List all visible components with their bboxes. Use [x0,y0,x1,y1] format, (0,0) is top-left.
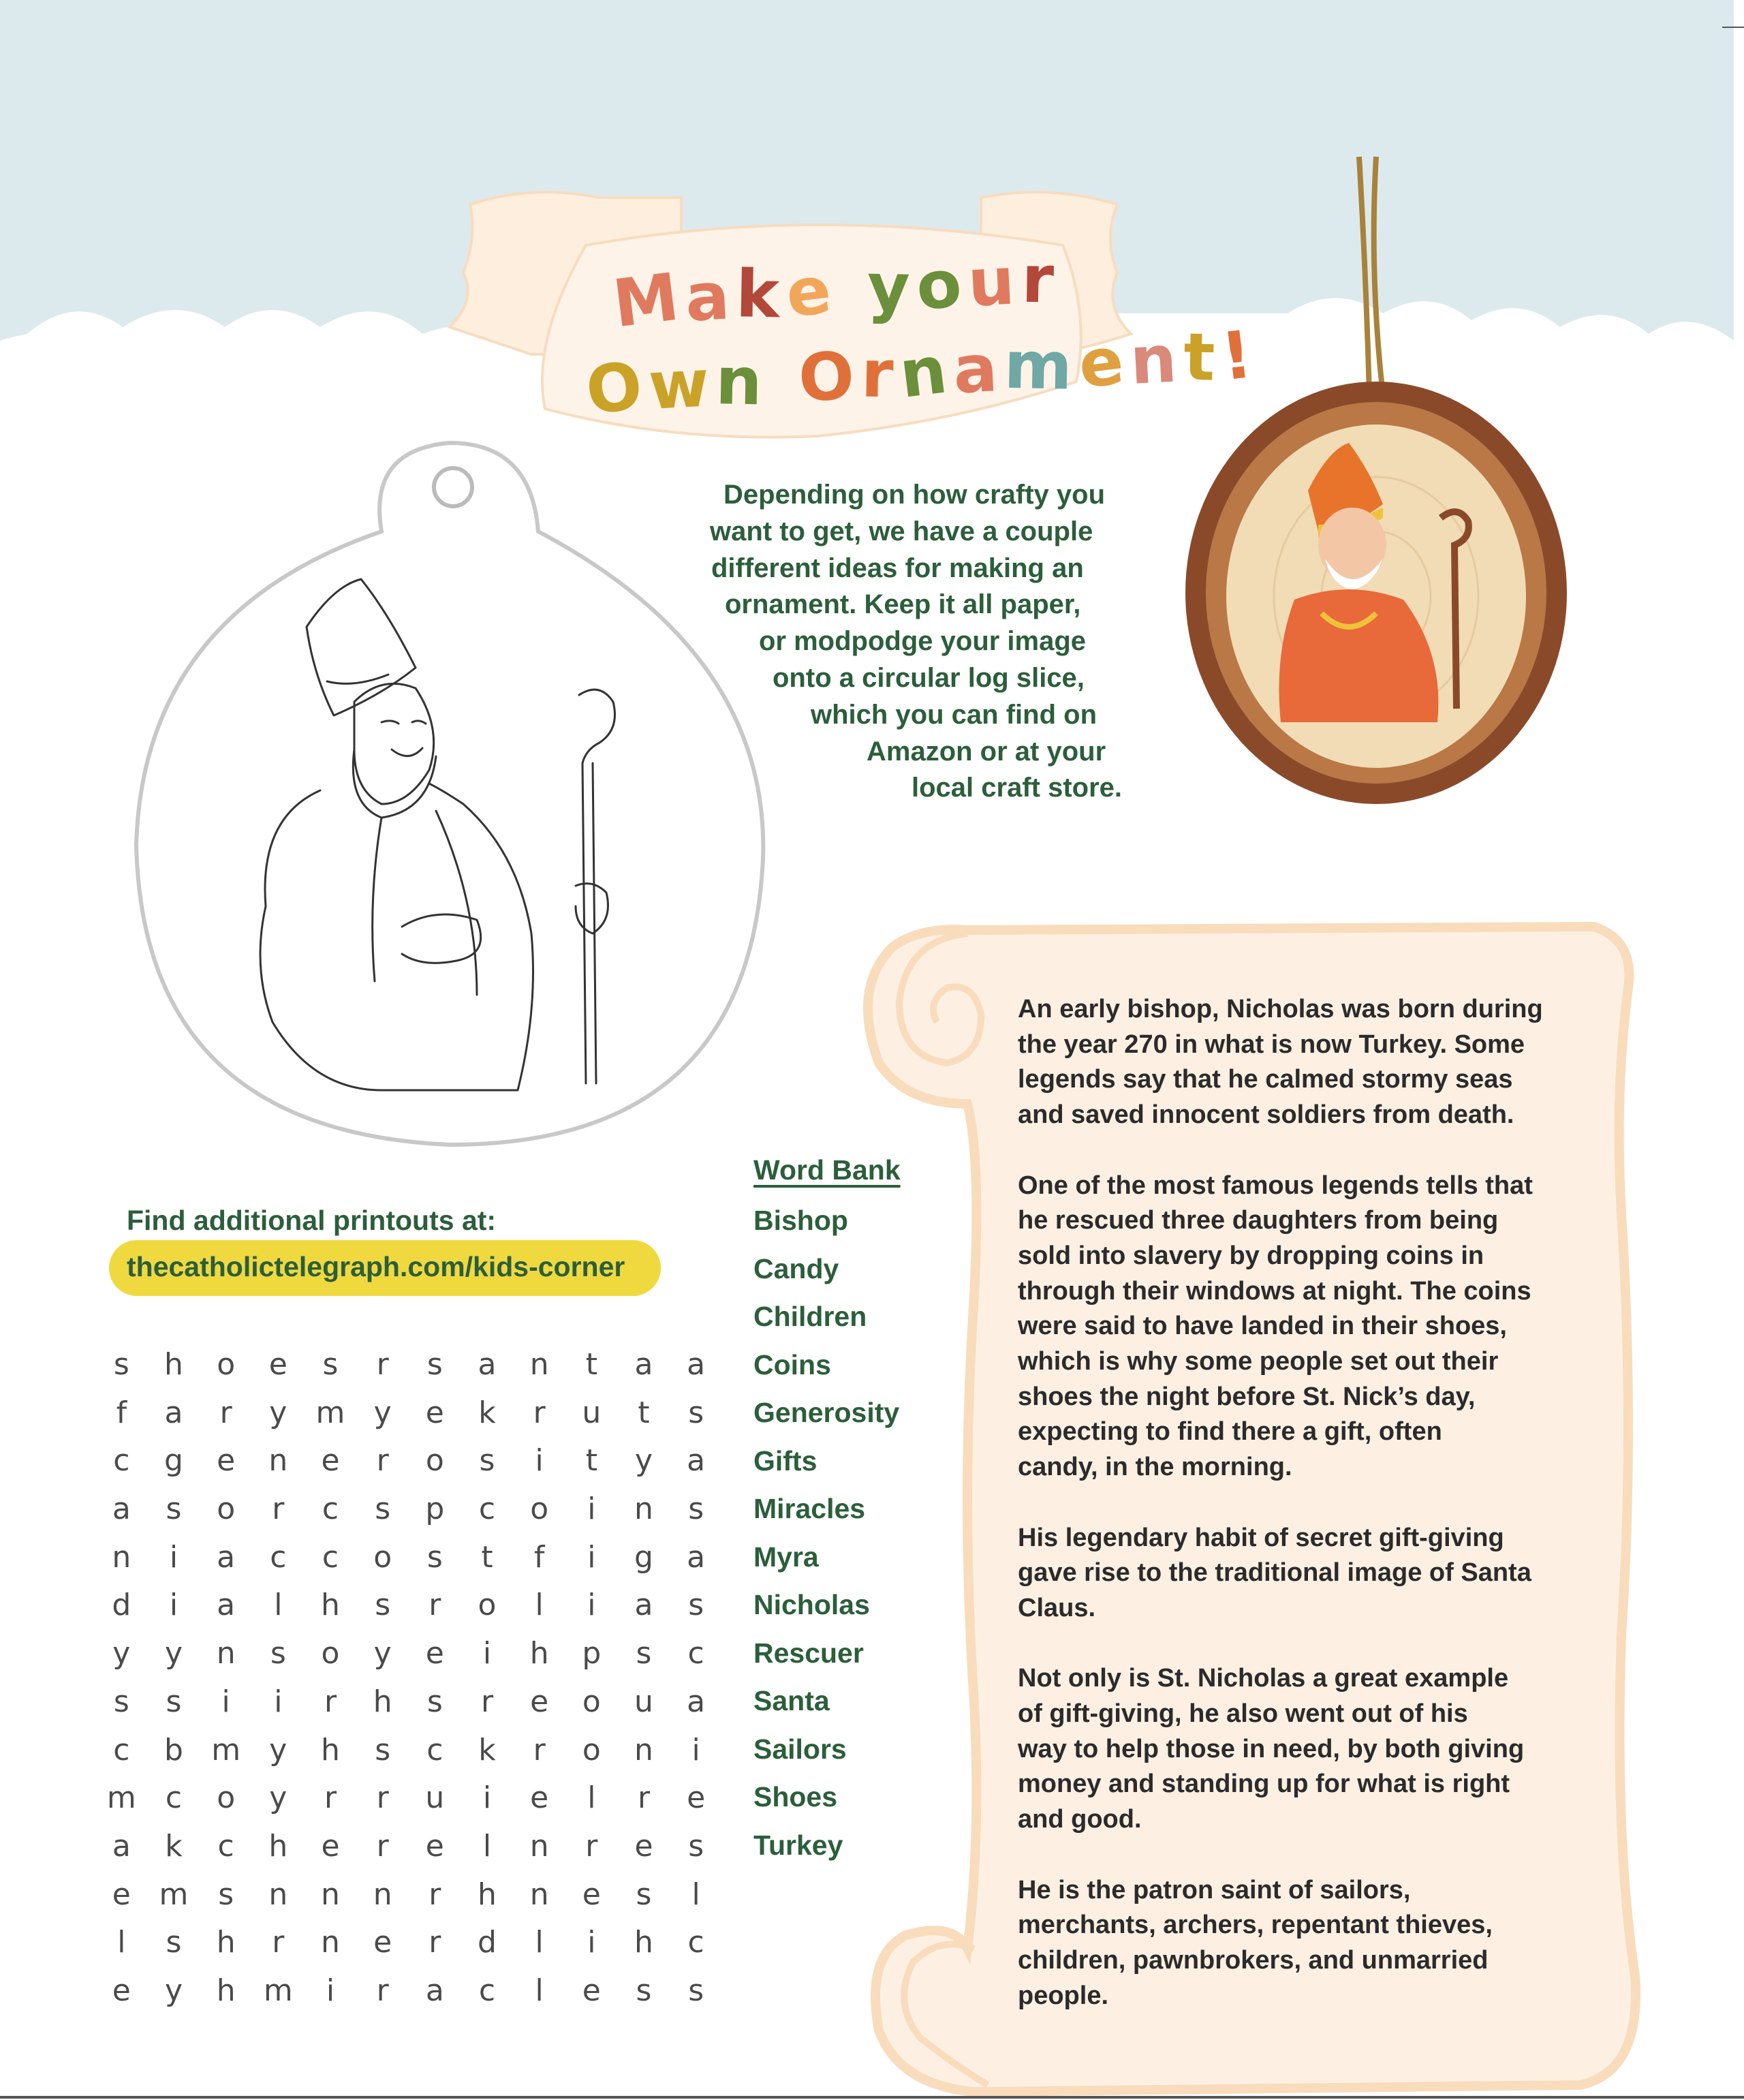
word-search-letter[interactable]: s [688,1973,704,2008]
word-search-letter[interactable]: r [376,1780,389,1816]
word-search-letter[interactable]: y [269,1780,287,1816]
word-search-letter[interactable]: n [216,1636,236,1671]
word-search-letter[interactable]: a [634,1347,653,1382]
word-search-letter[interactable]: h [373,1684,392,1719]
scroll-text [1018,992,1610,2049]
word-search-letter[interactable]: a [634,1588,653,1623]
word-search-letter[interactable]: c [478,1492,496,1527]
word-search-letter[interactable]: s [166,1925,182,1960]
word-search-letter[interactable]: s [375,1588,391,1623]
printouts-url-link[interactable]: thecatholictelegraph.com/kids-corner [127,1251,625,1282]
word-bank-item: Coins [753,1348,831,1380]
scroll-line: Not only is St. Nicholas a great example [1018,1664,1509,1693]
word-search-letter[interactable]: l [535,1925,544,1960]
word-search-letter[interactable]: s [479,1443,495,1479]
word-search-letter[interactable]: h [321,1588,340,1623]
word-search-letter[interactable]: a [217,1588,236,1623]
word-bank-item: Children [753,1301,867,1332]
word-search-letter[interactable]: y [164,1636,183,1671]
word-search-letter[interactable]: s [322,1347,339,1382]
word-search-letter[interactable]: l [274,1588,283,1623]
title-letter: m [1003,326,1080,405]
scroll-paragraph [1018,1661,1610,1838]
word-search-letter[interactable]: a [112,1492,131,1527]
scroll-line: of gift-giving, he also went out of his [1018,1699,1468,1729]
word-search-letter[interactable]: a [217,1539,236,1575]
word-bank-item: Nicholas [753,1589,870,1620]
word-search-letter[interactable]: a [164,1395,183,1430]
word-search-letter[interactable]: m [211,1732,241,1767]
word-search-grid [95,1341,722,2022]
scroll-line: An early bishop, Nicholas was born during [1018,995,1543,1023]
title-letter: e [1074,321,1135,404]
word-search-letter[interactable]: u [582,1395,602,1430]
word-search-letter[interactable]: o [478,1588,497,1623]
word-search-letter[interactable]: r [533,1732,546,1767]
word-search-letter[interactable]: y [112,1636,131,1671]
intro-line: different ideas for making an [711,553,1084,583]
word-search-letter[interactable]: n [321,1877,340,1912]
scroll-line: Claus. [1018,1593,1096,1622]
word-search-letter[interactable]: a [687,1684,706,1719]
word-search-letter[interactable]: h [478,1877,497,1912]
word-search-letter[interactable]: s [688,1492,704,1527]
word-search-letter[interactable]: y [634,1443,653,1479]
word-search-letter[interactable]: k [478,1395,496,1430]
title-letter: M [608,258,690,343]
word-search-letter[interactable]: s [426,1684,443,1719]
scroll-line: children, pawnbrokers, and unmarried [1018,1945,1489,1975]
title-letter: a [951,329,1006,409]
word-search-letter[interactable]: n [373,1877,392,1912]
word-search-letter[interactable]: f [533,1539,545,1575]
word-search-letter[interactable]: c [322,1492,339,1527]
word-search-letter[interactable]: e [530,1684,549,1719]
word-search-letter[interactable]: s [636,1973,652,2008]
word-search-letter[interactable]: n [634,1492,653,1527]
word-search-letter[interactable]: o [321,1636,340,1671]
word-search-letter[interactable]: c [426,1732,443,1767]
scroll-line: expecting to find there a gift, often [1018,1417,1442,1447]
word-search-letter[interactable]: e [373,1925,392,1960]
word-search-letter[interactable]: s [688,1395,704,1430]
word-search-letter[interactable]: s [426,1539,443,1575]
word-search-letter[interactable]: a [687,1443,706,1479]
title-letter: w [647,344,718,424]
word-search-letter[interactable]: d [478,1925,497,1960]
word-search-letter[interactable]: g [164,1443,183,1479]
scroll-line: people. [1018,1981,1109,2010]
word-search-letter[interactable]: l [587,1780,596,1816]
word-search-letter[interactable]: s [166,1492,182,1527]
title-letter: e [781,250,842,333]
word-search-letter[interactable]: i [274,1684,283,1719]
word-search-letter[interactable]: i [691,1732,700,1767]
word-search-letter[interactable]: r [480,1684,494,1719]
word-search-letter[interactable]: r [272,1925,285,1960]
word-bank-item: Bishop [753,1205,848,1236]
intro-text [681,477,1172,807]
word-search-letter[interactable]: s [166,1684,182,1719]
intro-line: ornament. Keep it all paper, [725,589,1081,620]
scroll-line: through their windows at night. The coins [1018,1276,1531,1306]
word-search-letter[interactable]: b [164,1732,183,1767]
word-search-letter[interactable]: h [268,1828,288,1864]
title-letter: n [1127,320,1186,399]
intro-line: Amazon or at your [867,736,1106,767]
word-search-letter[interactable]: i [587,1588,596,1623]
word-search-letter[interactable]: h [529,1636,549,1671]
word-search-letter[interactable]: p [425,1492,445,1527]
word-bank-item: Sailors [753,1733,847,1765]
intro-line: want to get, we have a couple [710,516,1093,546]
word-search-letter[interactable]: e [112,1877,131,1912]
word-search-letter[interactable]: r [429,1925,441,1960]
word-search-letter[interactable]: r [376,1347,389,1382]
word-search-letter[interactable]: c [270,1539,287,1575]
word-search-letter[interactable]: c [478,1973,496,2008]
word-search-letter[interactable]: h [216,1973,236,2008]
word-search-letter[interactable]: a [478,1347,497,1382]
word-search-letter[interactable]: n [321,1925,340,1960]
word-search-letter[interactable]: r [272,1492,285,1527]
word-search-letter[interactable]: u [634,1684,653,1719]
word-search-letter[interactable]: r [533,1395,546,1430]
word-search-letter[interactable]: o [530,1492,549,1527]
title-letter: n [895,330,958,414]
word-search-letter[interactable]: a [425,1973,444,2008]
word-search-letter[interactable]: s [426,1347,443,1382]
word-search-letter[interactable]: t [585,1443,597,1479]
word-search-letter[interactable]: s [688,1828,704,1864]
word-search-letter[interactable]: s [375,1732,391,1767]
word-search-letter[interactable]: a [687,1539,706,1575]
word-search-letter[interactable]: r [585,1828,598,1864]
word-search-letter[interactable]: c [113,1443,130,1479]
word-search-letter[interactable]: y [269,1732,287,1767]
title-letter: t [1183,318,1222,396]
word-bank-item: Myra [753,1541,819,1573]
scroll-line: One of the most famous legends tells that [1018,1171,1533,1200]
word-search-letter[interactable]: h [164,1347,183,1382]
word-search-letter[interactable]: s [270,1636,286,1671]
word-search-letter[interactable]: o [373,1539,392,1575]
word-search-letter[interactable]: r [324,1684,337,1719]
word-search-letter[interactable]: e [321,1443,340,1479]
word-search-letter[interactable]: o [425,1443,444,1479]
word-bank-item: Turkey [753,1829,843,1861]
intro-line: Depending on how crafty you [723,480,1106,510]
word-search-letter[interactable]: n [268,1877,288,1912]
word-search-letter[interactable]: i [169,1539,178,1575]
title-letter: ! [1217,315,1263,396]
word-bank-item: Generosity [753,1397,900,1428]
scroll-line: way to help those in need, by both giving [1018,1734,1525,1763]
word-bank-item: Miracles [753,1493,866,1524]
bishop-line-drawing [260,579,615,1090]
scroll-paragraph [1018,1521,1610,1626]
ornament-outline-icon [136,443,763,1145]
title-letter: O [796,337,863,417]
word-search-letter[interactable]: a [687,1347,706,1382]
word-search-letter[interactable]: k [165,1828,183,1864]
scroll-line: shoes the night before St. Nick’s day, [1018,1382,1476,1411]
word-search-letter[interactable]: y [269,1395,287,1430]
word-search-letter[interactable]: y [373,1636,392,1671]
word-search-letter[interactable]: i [326,1973,335,2008]
scroll-line: sold into slavery by dropping coins in [1018,1241,1484,1270]
scroll-line: which is why some people set out their [1018,1347,1499,1376]
scroll-line: and good. [1018,1805,1142,1834]
word-search-letter[interactable]: d [112,1588,131,1623]
title-letter: O [582,346,653,430]
word-bank-item: Rescuer [753,1637,864,1669]
word-search-letter[interactable]: k [478,1732,496,1767]
word-search-letter[interactable]: s [113,1684,129,1719]
word-search-letter[interactable]: s [375,1492,391,1527]
printouts-label: Find additional printouts at: [127,1205,497,1236]
word-search-letter[interactable]: h [216,1925,236,1960]
word-search-letter[interactable]: c [165,1780,183,1816]
word-search-letter[interactable]: r [429,1877,441,1912]
word-search-letter[interactable]: m [263,1973,293,2008]
scroll-line: were said to have landed in their shoes, [1018,1312,1507,1341]
word-search-letter[interactable]: h [634,1925,653,1960]
word-search-letter[interactable]: s [636,1877,652,1912]
title-letter: n [715,343,770,420]
word-search-letter[interactable]: e [268,1347,287,1382]
scroll-line: legends say that he calmed stormy seas [1018,1065,1513,1094]
title-letter [835,251,869,328]
word-search-letter[interactable]: l [691,1877,700,1912]
word-search-letter[interactable]: f [116,1395,127,1430]
title-letter: r [1021,241,1061,318]
word-search-letter[interactable]: c [113,1732,130,1767]
word-search-letter[interactable]: e [425,1636,444,1671]
word-search-letter[interactable]: s [113,1347,129,1382]
scroll-line: he rescued three daughters from being [1018,1206,1499,1235]
word-search-letter[interactable]: l [535,1588,544,1623]
scroll-line: merchants, archers, repentant thieves, [1018,1911,1493,1940]
title-letter: o [912,243,973,326]
word-bank-item: Gifts [753,1445,818,1477]
word-search-letter[interactable]: e [425,1395,444,1430]
word-search-letter[interactable]: m [106,1780,136,1816]
title-letter: k [735,256,788,333]
intro-line: local craft store. [912,773,1123,803]
word-search-letter[interactable]: e [217,1443,236,1479]
word-bank-item: Candy [753,1252,839,1284]
word-search-letter[interactable]: i [482,1636,492,1671]
scroll-paragraph [1018,1873,1610,2014]
word-search-letter[interactable]: h [321,1732,340,1767]
word-search-letter[interactable]: y [373,1395,392,1430]
intro-line: which you can find on [811,699,1097,730]
scroll-line: money and standing up for what is right [1018,1770,1510,1799]
word-search-letter[interactable]: r [376,1973,389,2008]
intro-line: or modpodge your image [759,626,1087,657]
word-search-letter[interactable]: e [321,1828,340,1864]
scroll-line: He is the patron saint of sailors, [1018,1875,1411,1904]
word-search-letter[interactable]: u [425,1780,445,1816]
word-search-letter[interactable]: y [164,1973,183,2008]
word-search-letter[interactable]: l [482,1828,492,1864]
word-search-letter[interactable]: e [582,1973,601,2008]
word-search-letter[interactable]: s [636,1636,652,1671]
word-bank-list [753,1203,899,1876]
word-search-letter[interactable]: c [687,1925,704,1960]
word-search-letter[interactable]: a [112,1828,131,1864]
word-search-letter[interactable]: e [582,1877,601,1912]
word-search-letter[interactable]: o [582,1732,601,1767]
word-search-letter[interactable]: e [112,1973,131,2008]
word-search-letter[interactable]: g [634,1539,653,1575]
scroll-paragraph [1018,992,1610,1133]
word-bank-title: Word Bank [753,1154,901,1186]
word-search-letter[interactable]: e [530,1780,549,1816]
intro-line: onto a circular log slice, [773,662,1085,693]
word-search-letter[interactable]: i [535,1443,544,1479]
word-search-letter[interactable]: p [582,1636,602,1671]
title-letter: a [683,257,738,337]
scroll-line: the year 270 in what is now Turkey. Some [1018,1030,1525,1059]
word-search-letter[interactable]: r [376,1828,389,1864]
scroll-line: His legendary habit of secret gift-giving [1018,1523,1504,1552]
word-search-letter[interactable]: n [529,1347,549,1382]
word-search-letter[interactable]: n [112,1539,131,1575]
scroll-line: and saved innocent soldiers from death. [1018,1100,1514,1130]
word-bank-item: Shoes [753,1781,838,1812]
word-search-letter[interactable]: e [425,1828,444,1864]
word-search-letter[interactable]: n [529,1877,549,1912]
word-search-letter[interactable]: c [217,1828,234,1864]
word-search-letter[interactable]: i [221,1684,230,1719]
word-search-letter[interactable]: r [219,1395,232,1430]
word-search-letter[interactable]: c [322,1539,339,1575]
word-search-letter[interactable]: m [315,1395,345,1430]
word-search-letter[interactable]: s [218,1877,234,1912]
title-letter: r [860,335,901,413]
word-search-letter[interactable]: i [482,1780,492,1816]
word-bank-item: Santa [753,1685,830,1716]
scroll-line: candy, in the morning. [1018,1453,1292,1482]
word-search-letter[interactable]: n [268,1443,288,1479]
word-search-letter[interactable]: l [535,1973,544,2008]
word-search-letter[interactable]: t [638,1395,650,1430]
word-search-letter[interactable]: r [429,1588,441,1623]
word-search-letter[interactable]: o [217,1492,236,1527]
word-search-letter[interactable]: o [217,1780,236,1816]
word-search-letter[interactable]: o [217,1347,236,1382]
title-letter: u [966,242,1024,322]
title-letter: y [866,249,918,326]
word-search-letter[interactable]: r [324,1780,337,1816]
word-search-letter[interactable]: i [587,1492,596,1527]
word-search-letter[interactable]: c [687,1636,704,1671]
word-search-letter[interactable]: m [159,1877,189,1912]
word-search-letter[interactable]: i [587,1539,596,1575]
word-search-letter[interactable]: t [585,1347,597,1382]
word-search-letter[interactable]: e [687,1780,706,1816]
word-search-letter[interactable]: l [117,1925,126,1960]
word-search-letter[interactable]: n [634,1732,653,1767]
word-search-letter[interactable]: s [688,1588,704,1623]
word-search-letter[interactable]: e [634,1828,653,1864]
scroll-paragraph [1018,1169,1610,1485]
word-search-letter[interactable]: n [529,1828,549,1864]
word-search-letter[interactable]: i [169,1588,178,1623]
word-search-letter[interactable]: o [582,1684,601,1719]
word-search-letter[interactable]: i [587,1925,596,1960]
scroll-line: gave rise to the traditional image of Santa [1018,1558,1531,1588]
word-search-letter[interactable]: t [481,1539,493,1575]
word-search-letter[interactable]: r [637,1780,651,1816]
word-search-letter[interactable]: r [376,1443,389,1479]
